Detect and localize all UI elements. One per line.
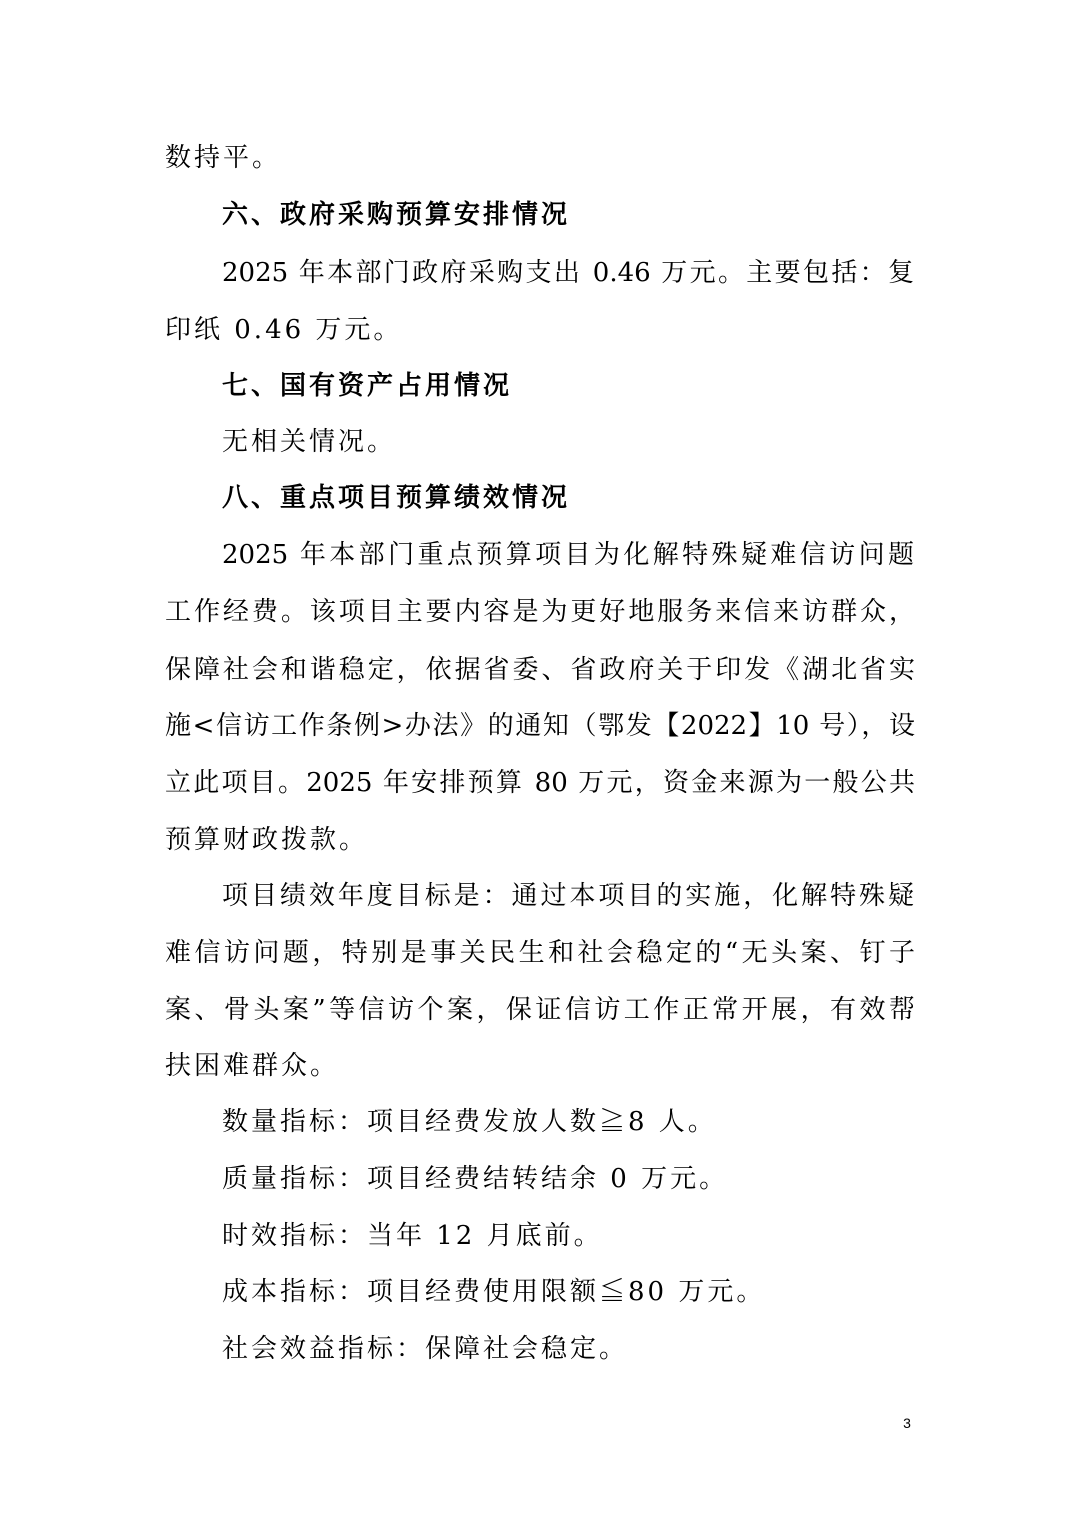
indicator-timeliness: 时效指标：当年 12 月底前。	[222, 1221, 603, 1251]
paragraph-line: 项目绩效年度目标是：通过本项目的实施，化解特殊疑	[222, 881, 914, 911]
paragraph-line-continuation: 数持平。	[165, 143, 282, 173]
paragraph-line: 2025 年本部门政府采购支出 0.46 万元。主要包括：复	[222, 258, 914, 288]
paragraph-line: 案、骨头案”等信访个案，保证信访工作正常开展，有效帮	[165, 995, 915, 1025]
indicator-social-benefit: 社会效益指标：保障社会稳定。	[222, 1334, 629, 1364]
indicator-quantity: 数量指标：项目经费发放人数≧8 人。	[222, 1107, 717, 1137]
section-heading-7: 七、国有资产占用情况	[222, 371, 513, 401]
indicator-cost: 成本指标：项目经费使用限额≦80 万元。	[222, 1277, 766, 1307]
indicator-quality: 质量指标：项目经费结转结余 0 万元。	[222, 1164, 729, 1194]
paragraph-line: 难信访问题，特别是事关民生和社会稳定的“无头案、钉子	[165, 938, 915, 968]
section-heading-8: 八、重点项目预算绩效情况	[222, 483, 571, 513]
paragraph-line: 立此项目。2025 年安排预算 80 万元，资金来源为一般公共	[165, 768, 915, 798]
paragraph-line: 扶困难群众。	[165, 1051, 340, 1081]
section-heading-6: 六、政府采购预算安排情况	[222, 200, 571, 230]
paragraph-line: 印纸 0.46 万元。	[165, 315, 403, 345]
paragraph-line: 工作经费。该项目主要内容是为更好地服务来信来访群众，	[165, 597, 915, 627]
page-number: 3	[903, 1415, 911, 1431]
paragraph-line: 预算财政拨款。	[165, 825, 369, 855]
paragraph-line: 无相关情况。	[222, 427, 397, 457]
paragraph-line: 2025 年本部门重点预算项目为化解特殊疑难信访问题	[222, 540, 914, 570]
paragraph-line: 保障社会和谐稳定，依据省委、省政府关于印发《湖北省实	[165, 655, 915, 685]
paragraph-line: 施<信访工作条例>办法》的通知（鄂发【2022】10 号），设	[165, 711, 915, 741]
